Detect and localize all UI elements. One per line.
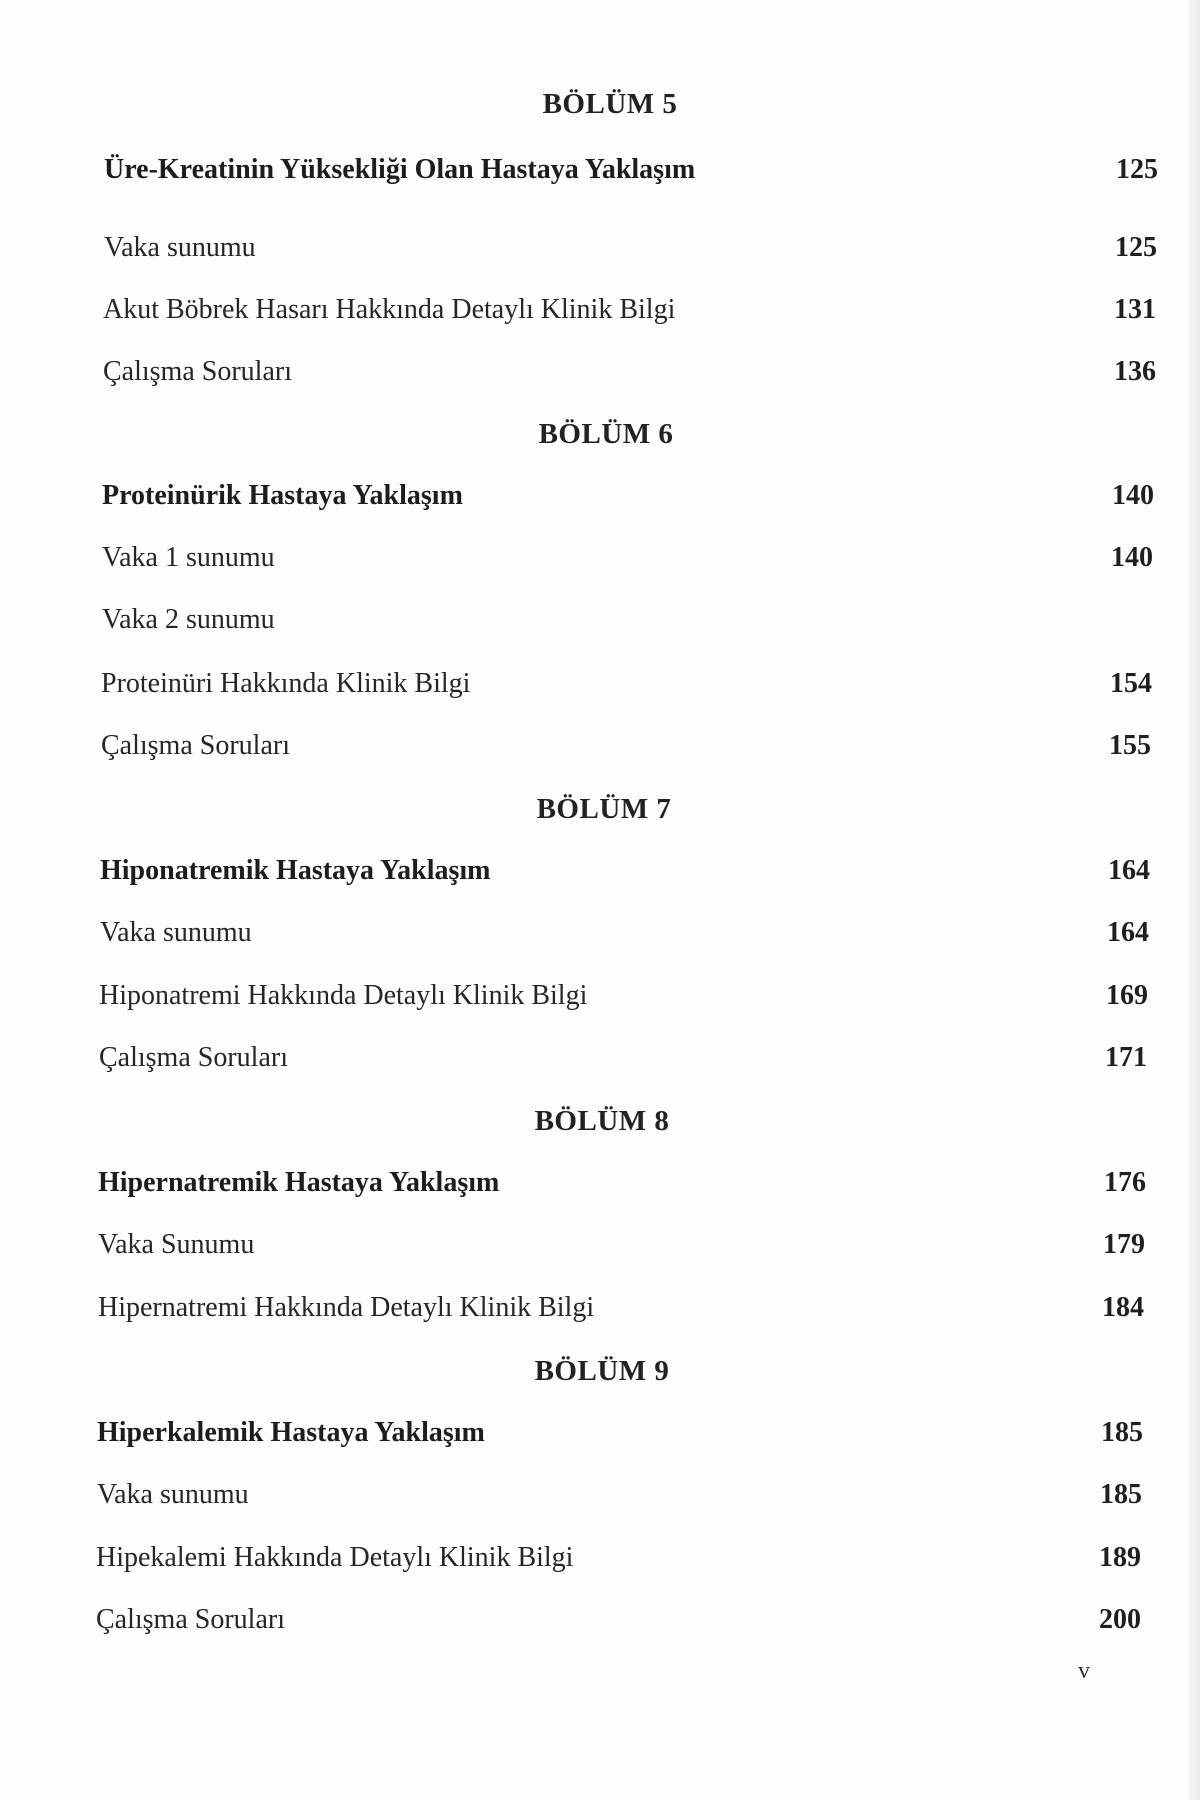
toc-entry-chapter-title[interactable] (0, 1417, 1200, 1457)
toc-entry-page-number: 185 (1101, 1417, 1143, 1448)
toc-entry[interactable] (0, 294, 1200, 334)
toc-entry-page-number: 125 (1116, 154, 1158, 185)
toc-entry-title: Çalışma Soruları (99, 1042, 288, 1073)
toc-entry-title: Hipekalemi Hakkında Detaylı Klinik Bilgi (96, 1542, 574, 1573)
toc-entry-title: Hipernatremik Hastaya Yaklaşım (98, 1167, 500, 1198)
toc-entry-chapter-title[interactable] (0, 1167, 1200, 1207)
toc-entry-title: Çalışma Soruları (96, 1604, 285, 1635)
toc-entry-page-number: 200 (1099, 1604, 1141, 1635)
toc-entry-page-number: 179 (1103, 1229, 1145, 1260)
toc-entry-page-number: 171 (1105, 1042, 1147, 1073)
toc-entry-chapter-title[interactable] (0, 855, 1200, 895)
toc-entry-page-number: 164 (1108, 855, 1150, 886)
toc-entry-page-number: 155 (1109, 730, 1151, 761)
toc-entry-page-number: 184 (1102, 1292, 1144, 1323)
toc-entry[interactable] (0, 232, 1200, 272)
toc-entry[interactable] (0, 356, 1200, 396)
chapter-heading: BÖLÜM 7 (536, 793, 672, 825)
toc-entry-title: Hipernatremi Hakkında Detaylı Klinik Bilgi (98, 1292, 595, 1323)
toc-entry[interactable] (0, 1042, 1200, 1082)
chapter-heading: BÖLÜM 5 (542, 88, 678, 120)
toc-entry-title: Proteinürik Hastaya Yaklaşım (102, 480, 463, 511)
toc-entry[interactable] (0, 1542, 1200, 1582)
toc-entry-page-number: 136 (1114, 356, 1156, 387)
toc-entry-page-number: 154 (1110, 668, 1152, 699)
toc-entry-title: Vaka Sunumu (98, 1229, 255, 1260)
toc-entry[interactable] (0, 542, 1200, 582)
toc-entry-title: Vaka sunumu (100, 917, 252, 948)
toc-entry-title: Akut Böbrek Hasarı Hakkında Detaylı Klinik Bilgi (103, 294, 676, 325)
toc-entry[interactable] (0, 1479, 1200, 1519)
toc-entry-title: Vaka sunumu (104, 232, 256, 263)
toc-entry-title: Vaka 1 sunumu (102, 542, 275, 573)
toc-entry-page-number: 140 (1112, 480, 1154, 511)
toc-entry-title: Vaka sunumu (97, 1479, 249, 1510)
toc-entry-page-number: 176 (1104, 1167, 1146, 1198)
toc-entry[interactable] (0, 730, 1200, 770)
toc-entry-page-number: 164 (1107, 917, 1149, 948)
toc-entry-page-number: 125 (1115, 232, 1157, 263)
toc-entry[interactable] (0, 917, 1200, 957)
toc-entry[interactable] (0, 1229, 1200, 1269)
toc-entry-page-number: 131 (1114, 294, 1156, 325)
toc-entry-title: Çalışma Soruları (101, 730, 290, 761)
toc-entry-title: Hiponatremik Hastaya Yaklaşım (100, 855, 491, 886)
toc-entry-title: Hiperkalemik Hastaya Yaklaşım (97, 1417, 485, 1448)
toc-entry-page-number: 185 (1100, 1479, 1142, 1510)
page-number: v (1078, 1658, 1090, 1684)
toc-entry[interactable] (0, 980, 1200, 1020)
toc-entry-title: Üre-Kreatinin Yüksekliği Olan Hastaya Yaklaşım (104, 154, 696, 185)
toc-entry-page-number: 140 (1111, 542, 1153, 573)
chapter-heading: BÖLÜM 8 (534, 1105, 670, 1137)
toc-entry-chapter-title[interactable] (0, 154, 1200, 194)
toc-entry-page-number: 189 (1099, 1542, 1141, 1573)
toc-entry[interactable] (0, 1292, 1200, 1332)
toc-entry-title: Vaka 2 sunumu (102, 604, 275, 635)
toc-entry-page-number: 169 (1106, 980, 1148, 1011)
chapter-heading: BÖLÜM 6 (538, 418, 674, 450)
toc-entry-title: Hiponatremi Hakkında Detaylı Klinik Bilgi (99, 980, 588, 1011)
chapter-heading: BÖLÜM 9 (534, 1355, 670, 1387)
toc-entry-title: Çalışma Soruları (103, 356, 292, 387)
toc-entry[interactable] (0, 668, 1200, 708)
toc-entry-chapter-title[interactable] (0, 480, 1200, 520)
toc-entry[interactable] (0, 1604, 1200, 1644)
toc-entry[interactable] (0, 604, 1200, 644)
toc-entry-title: Proteinüri Hakkında Klinik Bilgi (101, 668, 471, 699)
